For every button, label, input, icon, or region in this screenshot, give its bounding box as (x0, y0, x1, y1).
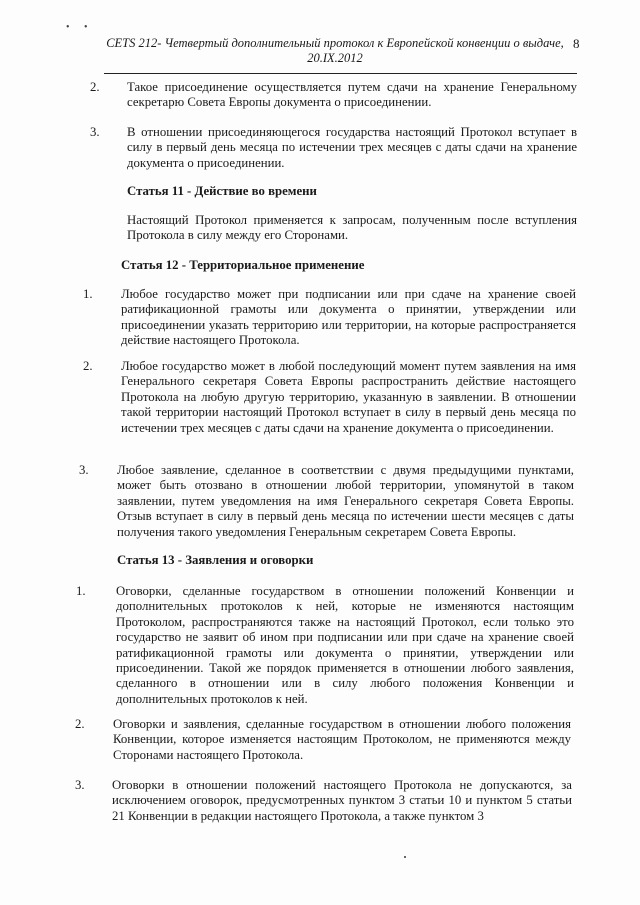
paragraph-text: Любое заявление, сделанное в соответствии с двумя предыдущими пунктами, может быть отозвано в отношении любой территории, упомянутой в таком заявлении, путем уведомления на имя Генерального секретаря Совета Европы. Отзыв вступает в силу в первый день месяца по истечении шести месяцев с даты получения такого уведомления Генеральным секретарем Совета Европы. (117, 463, 574, 539)
paragraph-text: Оговорки в отношении положений настоящего Протокола не допускаются, за исключением оговорок, предусмотренных пунктом 3 статьи 10 и пунктом 5 статьи 21 Конвенции в редакции настоящего Протокола, а также пунктом 3 (112, 778, 572, 823)
scan-artifact-dots: • • (66, 22, 94, 33)
paragraph-number: 2. (90, 80, 100, 94)
paragraph-text: В отношении присоединяющегося государства настоящий Протокол вступает в силу в первый день месяца по истечении трех месяцев с даты сдачи на хранение документа о присоединении. (127, 125, 577, 170)
page-number: 8 (573, 36, 580, 51)
paragraph-number: 3. (90, 125, 100, 139)
paragraph-text: Такое присоединение осуществляется путем сдачи на хранение Генеральному секретарю Совета Европы документа о присоединении. (127, 80, 577, 110)
article-heading: Статья 11 - Действие во времени (127, 184, 317, 198)
article-heading: Статья 13 - Заявления и оговорки (117, 553, 314, 567)
paragraph-number: 2. (83, 359, 93, 373)
header-rule (104, 73, 577, 74)
paragraph-number: 2. (75, 717, 85, 731)
article-heading: Статья 12 - Территориальное применение (121, 258, 365, 272)
header-title-line2: 20.IX.2012 (307, 51, 363, 65)
paragraph-number: 1. (76, 584, 86, 598)
paragraph-number: 1. (83, 287, 93, 301)
paragraph-text: Любое государство может в любой последующий момент путем заявления на имя Генерального секретаря Совета Европы распространить действие настоящего Протокола на любую другую территорию, указанную в заявлении. В отношении такой территории настоящий Протокол вступает в силу в первый день месяца по истечении трех месяцев с даты сдачи на хранение документа о присоединении. (121, 359, 576, 435)
scan-speck (404, 856, 406, 858)
paragraph-text: Настоящий Протокол применяется к запросам, полученным после вступления Протокола в силу между его Сторонами. (127, 213, 577, 243)
running-header (100, 36, 570, 66)
paragraph-text: Любое государство может при подписании или при сдаче на хранение своей ратификационной грамоты или документа о принятии, утверждении или присоединении указать территорию или территории, на которые распространяется действие настоящего Протокола. (121, 287, 576, 348)
header-title-line1: CETS 212- Четвертый дополнительный протокол к Европейской конвенции о выдаче, (106, 36, 564, 50)
paragraph-number: 3. (79, 463, 89, 477)
paragraph-text: Оговорки и заявления, сделанные государством в отношении любого положения Конвенции, которое изменяется настоящим Протоколом, не применяются между Сторонами настоящего Протокола. (113, 717, 571, 762)
paragraph-text: Оговорки, сделанные государством в отношении положений Конвенции и дополнительных протоколов к ней, которые не изменяются настоящим Протоколом, распространяются также на настоящий Протокол, если только это государство не заявит об ином при подписании или при сдаче на хранение своей ратификационной грамоты или документа о принятии, утверждении или присоединении. Такой же порядок применяется в отношении любого заявления, сделанного в отношении или в силу любого положения Конвенции и дополнительных протоколов к ней. (116, 584, 574, 706)
paragraph-number: 3. (75, 778, 85, 792)
